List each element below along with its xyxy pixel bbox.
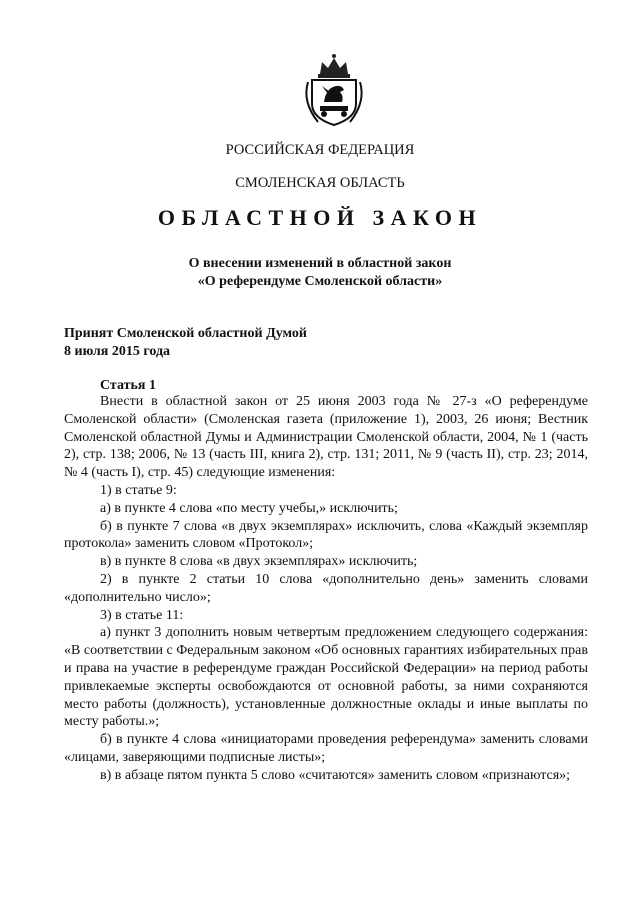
article-paragraph: а) пункт 3 дополнить новым четвертым предложением следующего содержания: «В соответствии с Федеральным законом «Об основных гарантиях избирательных прав и права на участие в референдуме граждан Российской Федерации» на период работы привлекаемые эксперты освобождаются от основной работы, за ними сохраняются место работы (должность), установленные должностные оклады и иные выплаты по месту работы.»; — [64, 625, 588, 730]
adoption-body: Принят Смоленской областной Думой — [64, 326, 307, 341]
document-type-title: ОБЛАСТНОЙ ЗАКОН — [157, 205, 483, 230]
article-paragraph: 3) в статье 11: — [100, 607, 184, 623]
adoption-info — [64, 325, 307, 361]
law-subtitle-line2: «О референдуме Смоленской области» — [197, 274, 443, 289]
article-paragraph: а) в пункте 4 слова «по месту учебы,» исключить; — [100, 500, 398, 516]
article-paragraph: б) в пункте 7 слова «в двух экземплярах» исключить, слова «Каждый экземпляр протокола» заменить словом «Протокол»; — [64, 518, 588, 552]
adoption-date: 8 июля 2015 года — [64, 344, 171, 359]
smolensk-coat-of-arms-icon — [300, 52, 368, 128]
article-paragraph: Внести в областной закон от 25 июня 2003 года № 27-з «О референдуме Смоленской области» (Смоленская газета (приложение 1), 2003, 26 июня; Вестник Смоленской областной Думы и Администрации Смоленской области, 2004, № 1 (часть 2), стр. 138; 2006, № 13 (часть III, книга 2), стр. 131; 2011, № 9 (часть II), стр. 23; 2014, № 4 (часть I), стр. 45) следующие изменения: — [64, 394, 588, 481]
article-paragraph: б) в пункте 4 слова «инициаторами проведения референдума» заменить словами «лицами, заверяющими подписные листы»; — [64, 732, 588, 765]
article-paragraph: 1) в статье 9: — [100, 482, 177, 498]
article-body — [64, 393, 588, 785]
article-paragraph: 2) в пункте 2 статьи 10 слова «дополнительно день» заменить словами «дополнительно число»; — [64, 571, 588, 605]
article-paragraph: в) в пункте 8 слова «в двух экземплярах» исключить; — [100, 554, 418, 570]
law-subtitle-line1: О внесении изменений в областной закон — [188, 256, 452, 271]
article-paragraph: в) в абзаце пятом пункта 5 слово «считаются» заменить словом «признаются»; — [100, 767, 571, 783]
region-name: СМОЛЕНСКАЯ ОБЛАСТЬ — [235, 175, 405, 191]
article-title: Статья 1 — [100, 378, 156, 393]
country-name: РОССИЙСКАЯ ФЕДЕРАЦИЯ — [225, 142, 415, 158]
